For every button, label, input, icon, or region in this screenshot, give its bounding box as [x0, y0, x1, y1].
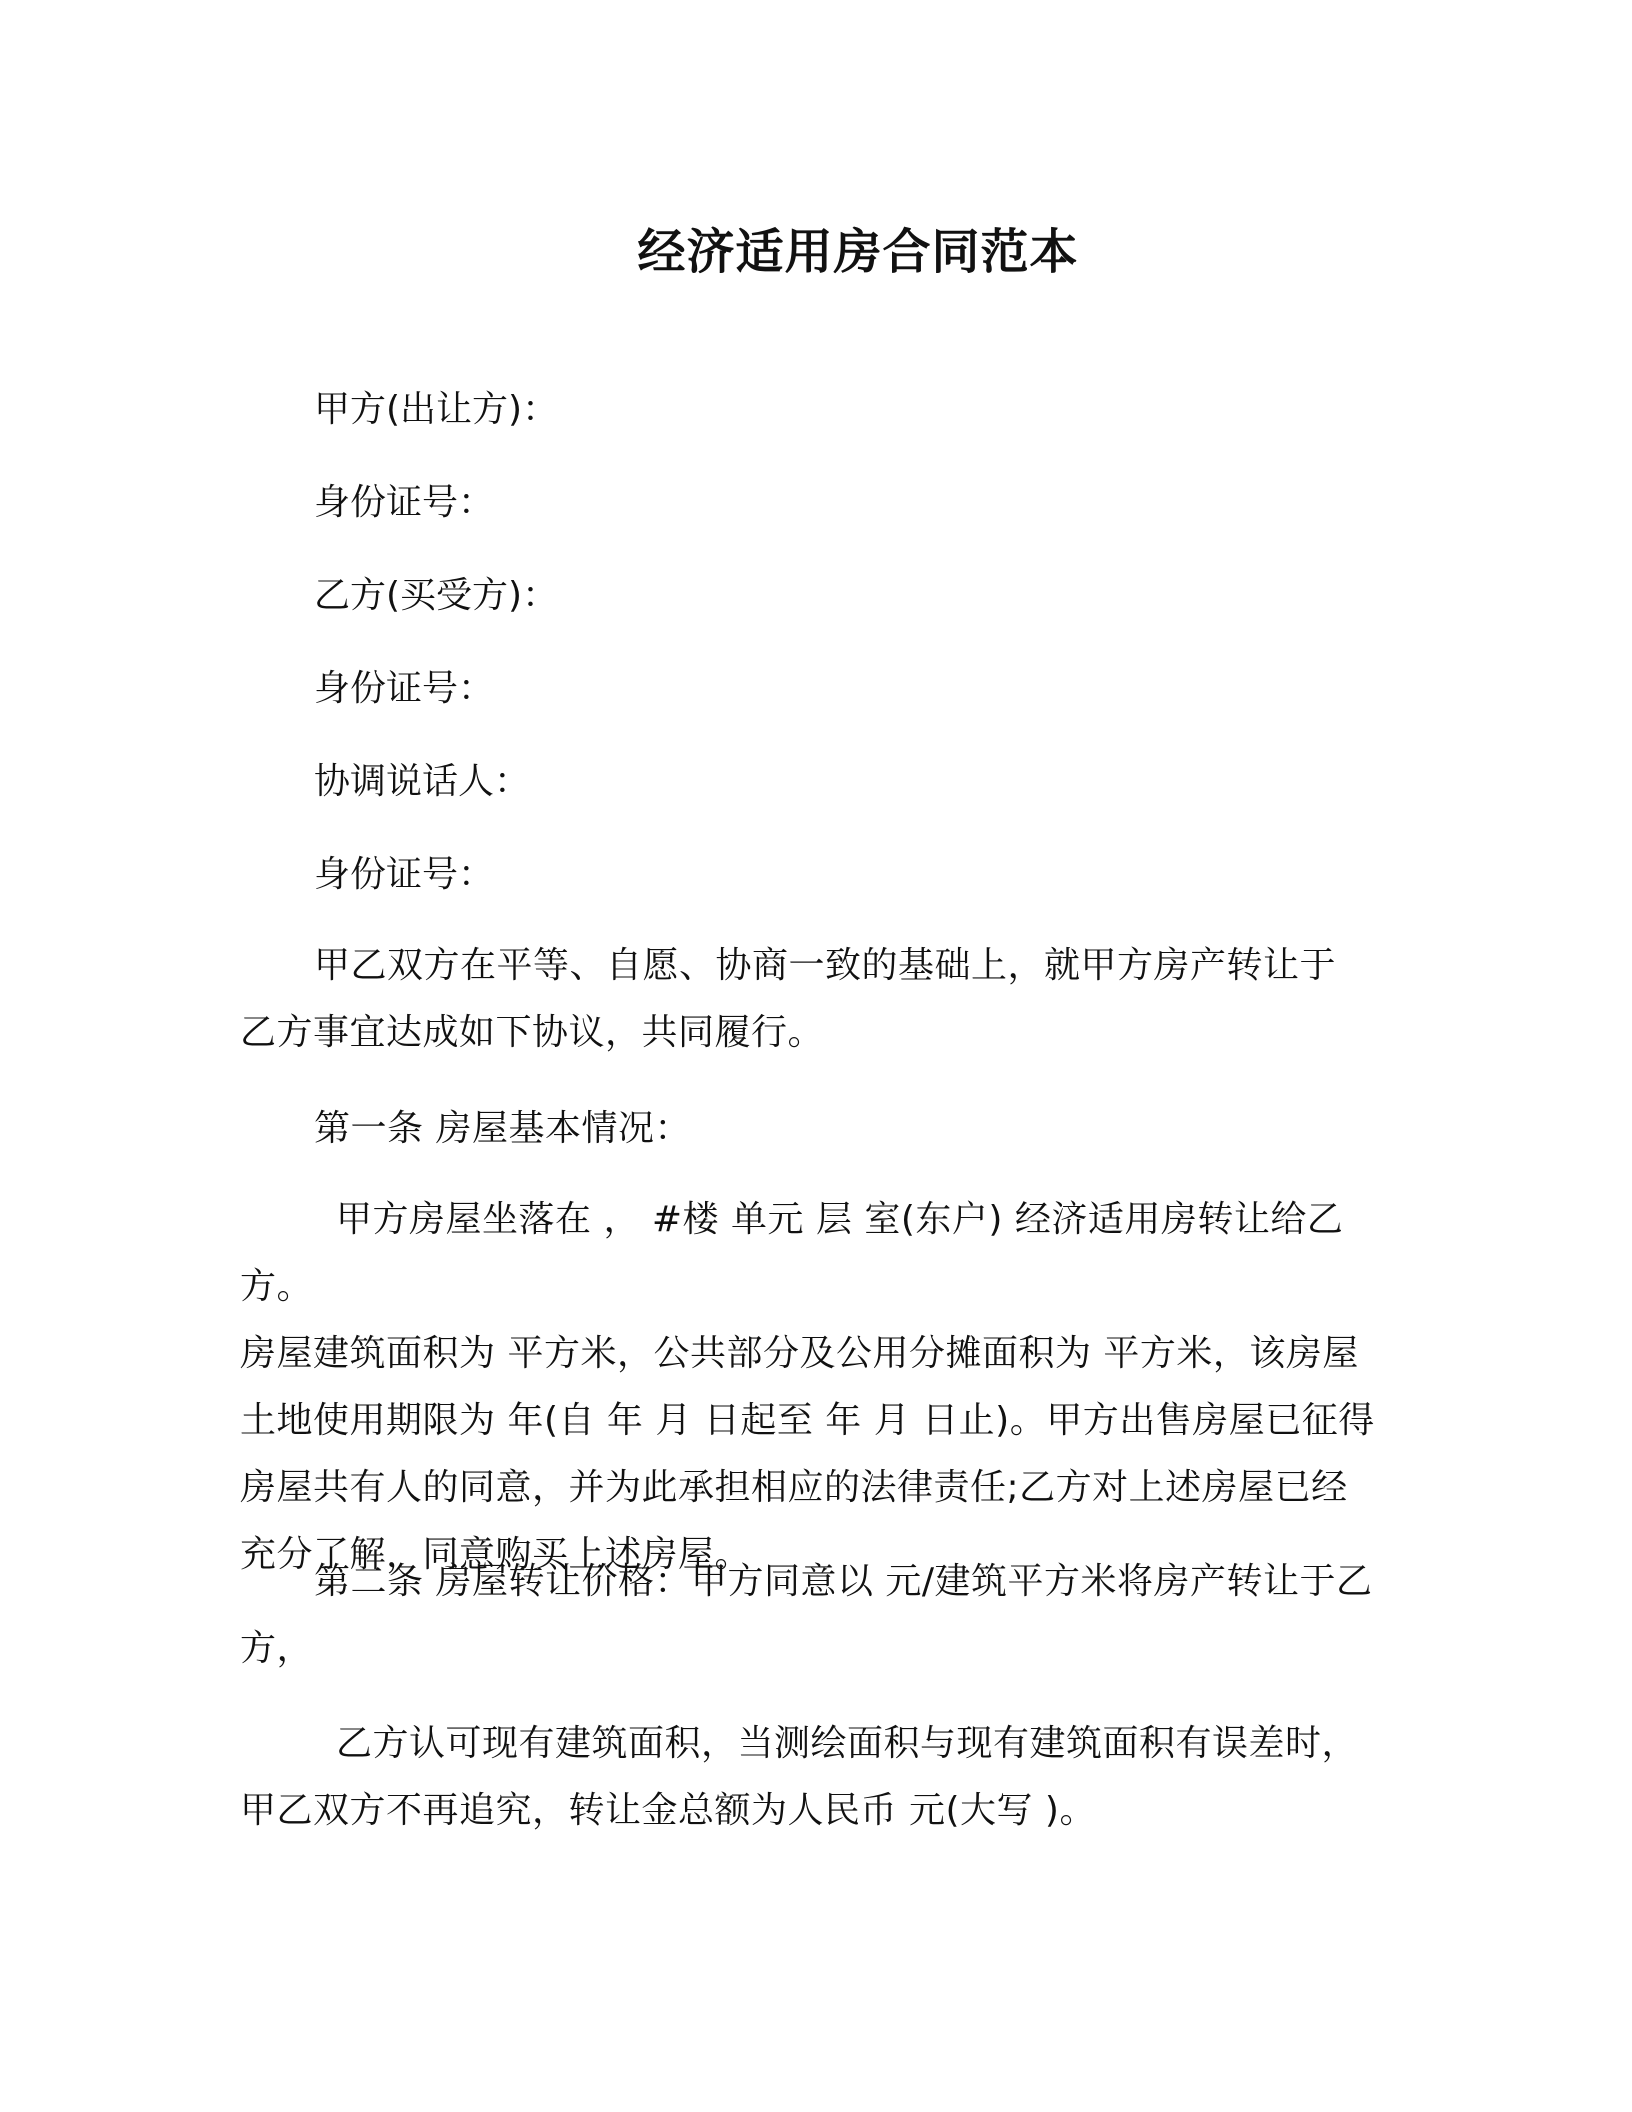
- party-b-field: 乙方(买受方)：: [314, 575, 559, 616]
- document-title: 经济适用房合同范本: [637, 224, 1079, 280]
- article1-line: 房屋建筑面积为 平方米，公共部分及公用分摊面积为 平方米，该房屋: [240, 1333, 1359, 1374]
- article2-line: 方，: [240, 1628, 314, 1669]
- article2-paragraph: [240, 1548, 1390, 1682]
- article1-line: 土地使用期限为 年(自 年 月 日起至 年 月 日止)。甲方出售房屋已征得: [240, 1400, 1375, 1441]
- article1-heading-text: 第一条 房屋基本情况：: [314, 1108, 691, 1149]
- article2-continuation-line: 甲乙双方不再追究，转让金总额为人民币 元(大写 )。: [240, 1790, 1096, 1831]
- article2-continuation-paragraph: [240, 1710, 1390, 1844]
- article1-line: 房屋共有人的同意，并为此承担相应的法律责任;乙方对上述房屋已经: [240, 1467, 1348, 1508]
- intro-line: 甲乙双方在平等、自愿、协商一致的基础上，就甲方房产转让于: [314, 945, 1337, 986]
- party-a-id-field: 身份证号：: [314, 482, 495, 523]
- article1-line: 充分了解，同意购买上述房屋。: [240, 1534, 752, 1575]
- party-a-field: 甲方(出让方)：: [314, 389, 559, 430]
- party-b-id-field: 身份证号：: [314, 668, 495, 709]
- intro-paragraph: [240, 932, 1390, 1066]
- article1-paragraph: [240, 1186, 1390, 1588]
- intro-line: 乙方事宜达成如下协议，共同履行。: [240, 1012, 825, 1053]
- article1-line: 甲方房屋坐落在 ， #楼 单元 层 室(东户) 经济适用房转让给乙方。: [240, 1199, 1344, 1307]
- article2-line: 第二条 房屋转让价格：甲方同意以 元/建筑平方米将房产转让于乙: [314, 1561, 1373, 1602]
- article2-continuation-line: 乙方认可现有建筑面积，当测绘面积与现有建筑面积有误差时，: [336, 1723, 1359, 1764]
- article1-heading: [240, 1095, 1390, 1162]
- mediator-id-field: 身份证号：: [314, 854, 495, 895]
- mediator-field: 协调说话人：: [314, 761, 531, 802]
